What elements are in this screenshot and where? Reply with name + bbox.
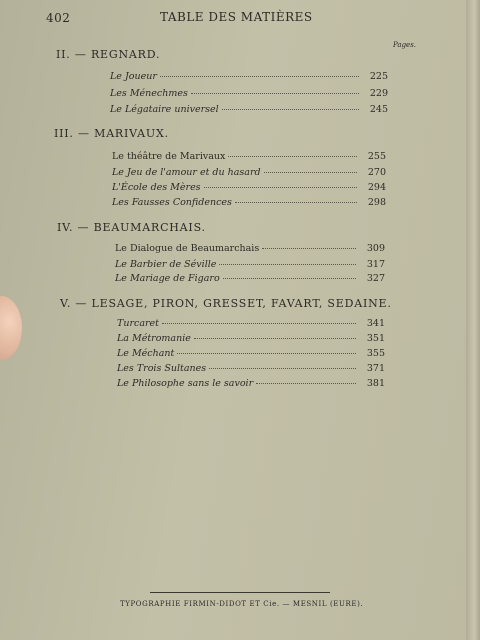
entry-page: 225 <box>369 71 388 82</box>
entry-title: Le Dialogue de Beaumarchais <box>115 243 260 254</box>
dot-leader <box>209 368 356 369</box>
dot-leader <box>222 109 359 110</box>
page-number: 402 <box>46 11 71 25</box>
toc-entry[interactable] <box>117 348 385 359</box>
dot-leader <box>160 76 359 77</box>
dot-leader <box>235 202 357 203</box>
toc-entry[interactable] <box>112 151 386 162</box>
entry-title: Les Trois Sultanes <box>117 363 207 374</box>
entry-page: 327 <box>366 273 385 284</box>
entry-page: 255 <box>367 151 386 162</box>
dot-leader <box>264 172 357 173</box>
toc-entry[interactable] <box>115 243 385 254</box>
toc-entry[interactable] <box>117 378 385 389</box>
entry-title: Le Philosophe sans le savoir <box>117 378 254 389</box>
entry-title: Le Méchant <box>117 348 175 359</box>
entry-title: Le théâtre de Marivaux <box>112 151 226 162</box>
dot-leader <box>219 264 356 265</box>
toc-entry[interactable] <box>112 182 386 193</box>
entry-page: 245 <box>369 104 388 115</box>
entry-page: 309 <box>366 243 385 254</box>
section-heading: II. — REGNARD. <box>56 48 161 61</box>
entry-title: Le Jeu de l'amour et du hasard <box>112 167 261 178</box>
page-edge <box>466 0 480 640</box>
dot-leader <box>256 383 356 384</box>
entry-title: L'École des Mères <box>112 182 201 193</box>
toc-entry[interactable] <box>115 273 385 284</box>
entry-page: 298 <box>367 197 386 208</box>
entry-page: 341 <box>366 318 385 329</box>
dot-leader <box>223 278 356 279</box>
toc-entry[interactable] <box>115 259 385 270</box>
footer-rule <box>150 592 330 593</box>
entry-page: 294 <box>367 182 386 193</box>
toc-entry[interactable] <box>110 88 388 99</box>
entry-page: 317 <box>366 259 385 270</box>
dot-leader <box>194 338 356 339</box>
entry-page: 381 <box>366 378 385 389</box>
section-heading: V. — LESAGE, PIRON, GRESSET, FAVART, SEDAINE. <box>60 297 392 310</box>
entry-page: 229 <box>369 88 388 99</box>
entry-page: 270 <box>367 167 386 178</box>
printer-imprint: TYPOGRAPHIE FIRMIN-DIDOT ET Cie. — MESNIL (EURE). <box>120 600 364 608</box>
entry-title: Les Fausses Confidences <box>112 197 232 208</box>
toc-entry[interactable] <box>110 104 388 115</box>
dot-leader <box>191 93 359 94</box>
entry-title: Le Légataire universel <box>110 104 219 115</box>
toc-entry[interactable] <box>110 71 388 82</box>
toc-entry[interactable] <box>117 333 385 344</box>
toc-entry[interactable] <box>117 318 385 329</box>
entry-title: La Métromanie <box>117 333 191 344</box>
entry-page: 371 <box>366 363 385 374</box>
pages-label: Pages. <box>393 41 417 49</box>
dot-leader <box>177 353 356 354</box>
entry-page: 355 <box>366 348 385 359</box>
entry-title: Le Joueur <box>110 71 157 82</box>
entry-title: Turcaret <box>117 318 159 329</box>
dot-leader <box>162 323 356 324</box>
section-heading: IV. — BEAUMARCHAIS. <box>57 221 206 234</box>
toc-entry[interactable] <box>112 197 386 208</box>
entry-page: 351 <box>366 333 385 344</box>
entry-title: Le Mariage de Figaro <box>115 273 220 284</box>
toc-entry[interactable] <box>112 167 386 178</box>
section-heading: III. — MARIVAUX. <box>54 127 169 140</box>
running-title: TABLE DES MATIÈRES <box>160 10 313 24</box>
dot-leader <box>228 156 357 157</box>
entry-title: Les Ménechmes <box>110 88 188 99</box>
entry-title: Le Barbier de Séville <box>115 259 217 270</box>
dot-leader <box>204 187 357 188</box>
toc-entry[interactable] <box>117 363 385 374</box>
dot-leader <box>262 248 356 249</box>
